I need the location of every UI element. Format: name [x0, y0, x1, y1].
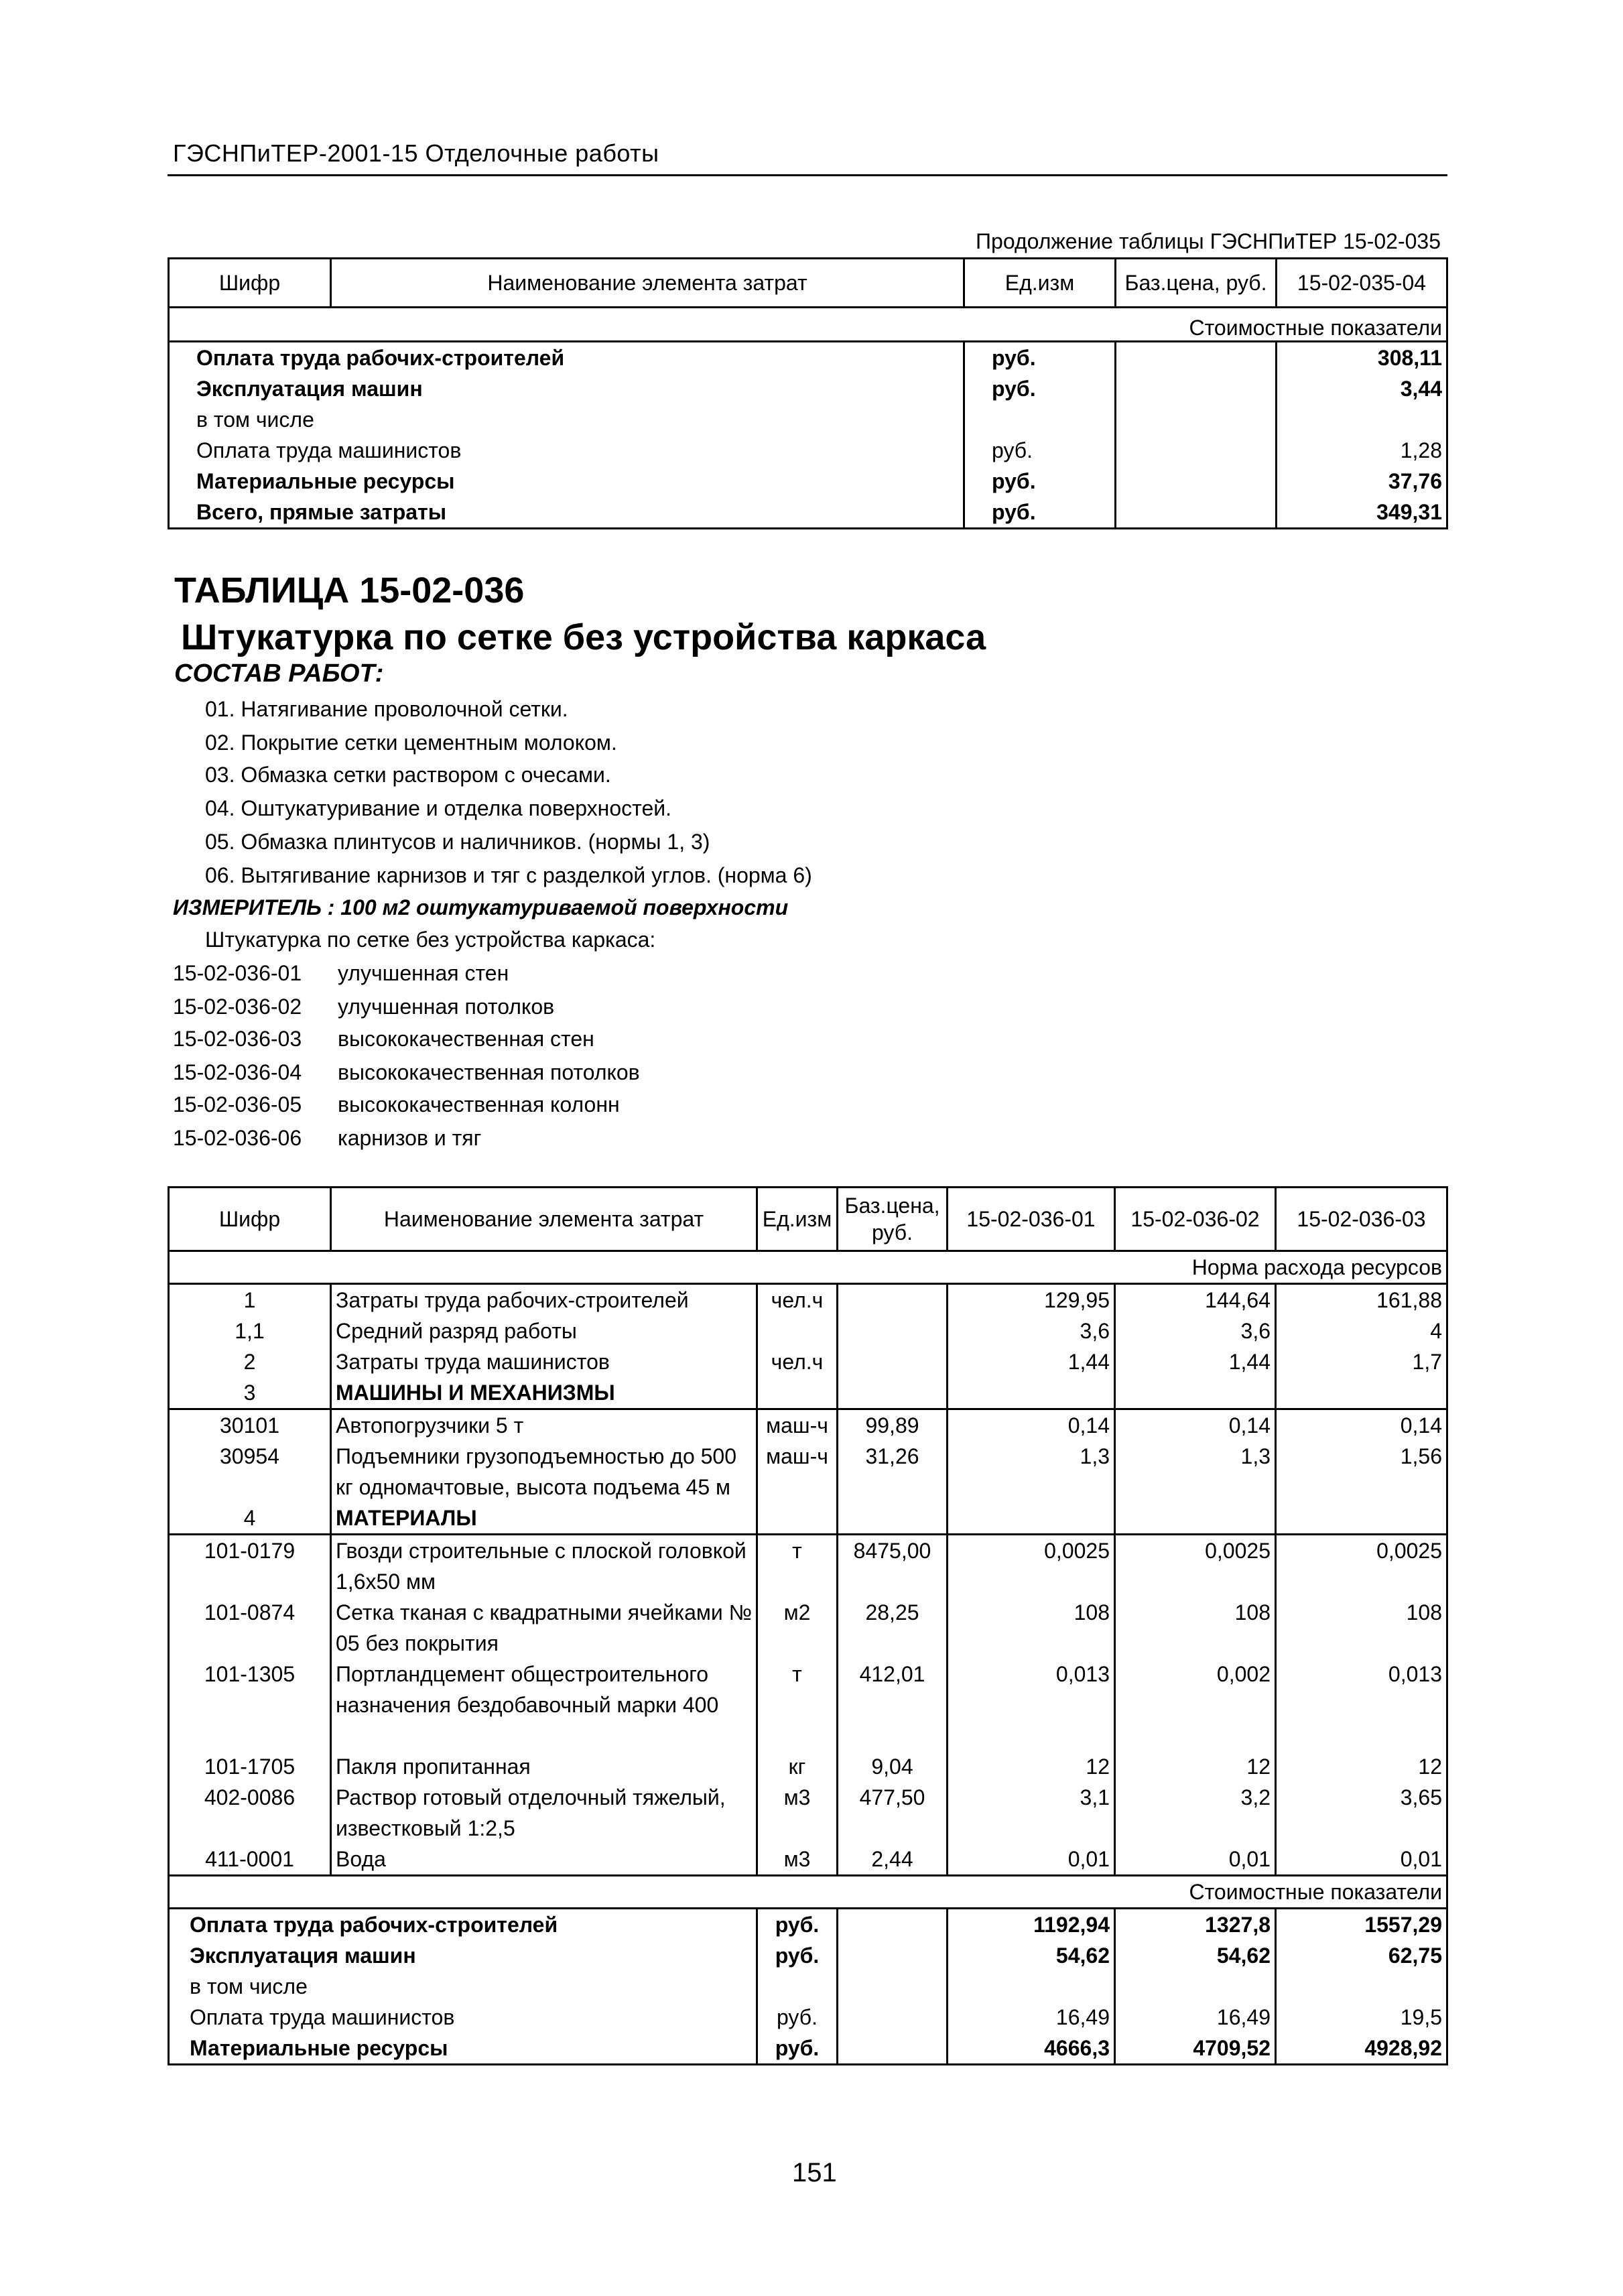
table-row — [169, 1346, 1447, 1377]
cost-table-15-02-035 — [168, 257, 1448, 529]
row-value-01 — [948, 1971, 1115, 2002]
row-code: 30954 — [169, 1441, 331, 1503]
row-value-01: 16,49 — [948, 2002, 1115, 2033]
row-value-01: 108 — [948, 1597, 1115, 1659]
row-value-03: 0,14 — [1276, 1409, 1447, 1442]
header-name: Наименование элемента затрат — [331, 1188, 757, 1251]
row-value-01: 1192,94 — [948, 1909, 1115, 1941]
row-value-01: 54,62 — [948, 1940, 1115, 1971]
code-description: высококачественная стен — [338, 1027, 594, 1051]
row-unit: руб. — [964, 435, 1116, 466]
row-name: Оплата труда машинистов — [169, 2002, 757, 2033]
row-name-line: Сетка тканая с квадратными ячейками № — [336, 1600, 752, 1624]
row-name — [331, 1346, 757, 1377]
header-name: Наименование элемента затрат — [331, 259, 964, 308]
row-name: Эксплуатация машин — [169, 1940, 757, 1971]
work-item: 03. Обмазка сетки раствором с очесами. — [205, 763, 611, 787]
row-price: 477,50 — [838, 1782, 948, 1844]
row-unit — [757, 1377, 838, 1409]
row-name-line: Подъемники грузоподъемностью до 500 — [336, 1444, 737, 1468]
code-item: 15-02-036-05 — [173, 1092, 302, 1117]
row-price — [838, 1940, 948, 1971]
row-code: 101-0874 — [169, 1597, 331, 1659]
row-price — [838, 1503, 948, 1535]
code-description: карнизов и тяг — [338, 1126, 482, 1150]
table-row — [169, 2033, 1447, 2065]
code-description: высококачественная потолков — [338, 1060, 640, 1084]
row-value-01: 3,6 — [948, 1316, 1115, 1346]
row-name: Оплата труда машинистов — [169, 435, 964, 466]
row-price — [838, 1346, 948, 1377]
header-unit: Ед.изм — [964, 259, 1116, 308]
row-value-03: 4 — [1276, 1316, 1447, 1346]
row-value-03: 1557,29 — [1276, 1909, 1447, 1941]
header-rule — [168, 174, 1447, 176]
row-price: 9,04 — [838, 1751, 948, 1782]
row-name: Эксплуатация машин — [169, 373, 964, 404]
row-name-line: кг одномачтовые, высота подъема 45 м — [336, 1475, 731, 1499]
work-item: 05. Обмазка плинтусов и наличников. (нормы 1, 3) — [205, 830, 710, 854]
table-row — [169, 1409, 1447, 1442]
row-unit: маш-ч — [757, 1441, 838, 1503]
code-item: 15-02-036-06 — [173, 1126, 302, 1150]
row-code: 1 — [169, 1284, 331, 1316]
row-value-03 — [1276, 1377, 1447, 1409]
row-name: Оплата труда рабочих-строителей — [169, 342, 964, 374]
header-norm-01: 15-02-036-01 — [948, 1188, 1115, 1251]
table-continuation-note: Продолжение таблицы ГЭСНПиТЕР 15-02-035 — [976, 229, 1441, 253]
row-unit: руб. — [757, 2002, 838, 2033]
row-name — [331, 1377, 757, 1409]
code-description: высококачественная колонн — [338, 1092, 620, 1117]
row-name — [331, 1316, 757, 1346]
row-value-02: 1,44 — [1115, 1346, 1276, 1377]
code-description: улучшенная потолков — [338, 995, 555, 1019]
row-value: 3,44 — [1277, 373, 1447, 404]
resource-table-15-02-036 — [168, 1186, 1448, 2065]
sostav-label: СОСТАВ РАБОТ: — [174, 659, 384, 688]
row-value-03: 0,01 — [1276, 1844, 1447, 1876]
resource-rows — [169, 1284, 1447, 1876]
row-name: Всего, прямые затраты — [169, 497, 964, 529]
row-value-01: 4666,3 — [948, 2033, 1115, 2065]
row-price — [838, 1909, 948, 1941]
row-name: Материальные ресурсы — [169, 2033, 757, 2065]
row-price: 412,01 — [838, 1659, 948, 1751]
row-value-02: 16,49 — [1115, 2002, 1276, 2033]
row-value-03: 19,5 — [1276, 2002, 1447, 2033]
row-unit: м3 — [757, 1844, 838, 1876]
row-unit: чел.ч — [757, 1346, 838, 1377]
row-value-03: 3,65 — [1276, 1782, 1447, 1844]
measurement-unit: ИЗМЕРИТЕЛЬ : 100 м2 оштукатуриваемой поверхности — [173, 895, 789, 919]
table-row — [169, 1659, 1447, 1751]
row-unit: руб. — [757, 2033, 838, 2065]
cost-rows — [169, 1909, 1447, 2065]
row-unit: маш-ч — [757, 1409, 838, 1442]
row-value-01: 3,1 — [948, 1782, 1115, 1844]
header-norm-02: 15-02-036-02 — [1115, 1188, 1276, 1251]
row-value: 1,28 — [1277, 435, 1447, 466]
row-value-02: 4709,52 — [1115, 2033, 1276, 2065]
row-price: 8475,00 — [838, 1535, 948, 1598]
table-row — [169, 1940, 1447, 1971]
section-cost-indicators: Стоимостные показатели — [169, 308, 1447, 342]
row-unit: руб. — [757, 1909, 838, 1941]
row-code: 101-1705 — [169, 1751, 331, 1782]
row-name-line: Средний разряд работы — [336, 1319, 577, 1343]
row-name — [331, 1659, 757, 1751]
section-norm: Норма расхода ресурсов — [169, 1251, 1447, 1284]
row-value-02: 144,64 — [1115, 1284, 1276, 1316]
page-number: 151 — [792, 2158, 837, 2187]
row-unit: т — [757, 1659, 838, 1751]
table-row — [169, 497, 1447, 529]
code-item: 15-02-036-01 — [173, 961, 302, 985]
row-value: 37,76 — [1277, 466, 1447, 497]
row-value-01 — [948, 1377, 1115, 1409]
row-value-03: 1,56 — [1276, 1441, 1447, 1503]
row-value-02: 1,3 — [1115, 1441, 1276, 1503]
row-name — [331, 1284, 757, 1316]
table-row — [169, 1535, 1447, 1598]
row-value-02: 0,14 — [1115, 1409, 1276, 1442]
table-row — [169, 1441, 1447, 1503]
row-unit: м3 — [757, 1782, 838, 1844]
row-name-line: Портландцемент общестроительного — [336, 1662, 709, 1686]
row-name-line: известковый 1:2,5 — [336, 1816, 515, 1840]
table-row — [169, 1971, 1447, 2002]
table-row — [169, 1316, 1447, 1346]
row-name-line: МАТЕРИАЛЫ — [336, 1506, 477, 1530]
work-item: 06. Вытягивание карнизов и тяг с разделкой углов. (норма 6) — [205, 863, 812, 887]
table-row — [169, 466, 1447, 497]
row-name-line: 1,6х50 мм — [336, 1570, 436, 1594]
row-value-02: 0,0025 — [1115, 1535, 1276, 1598]
row-value-01 — [948, 1503, 1115, 1535]
row-name-line: Пакля пропитанная — [336, 1755, 531, 1779]
page-header: ГЭСНПиТЕР-2001-15 Отделочные работы — [173, 139, 659, 167]
row-code: 2 — [169, 1346, 331, 1377]
row-value-03: 161,88 — [1276, 1284, 1447, 1316]
row-name-line: Раствор готовый отделочный тяжелый, — [336, 1785, 726, 1809]
row-unit: руб. — [964, 466, 1116, 497]
row-unit: т — [757, 1535, 838, 1598]
row-name — [331, 1441, 757, 1503]
table-row — [169, 404, 1447, 435]
row-name — [331, 1844, 757, 1876]
row-value-03: 0,013 — [1276, 1659, 1447, 1751]
work-item: 04. Оштукатуривание и отделка поверхностей. — [205, 796, 671, 820]
table-row — [169, 1782, 1447, 1844]
row-code: 101-0179 — [169, 1535, 331, 1598]
row-value-03 — [1276, 1971, 1447, 2002]
row-value: 308,11 — [1277, 342, 1447, 374]
header-unit: Ед.изм — [757, 1188, 838, 1251]
work-item: 02. Покрытие сетки цементным молоком. — [205, 730, 617, 755]
row-price — [838, 2033, 948, 2065]
row-value-01: 129,95 — [948, 1284, 1115, 1316]
row-name-line: Затраты труда машинистов — [336, 1350, 610, 1374]
row-unit: руб. — [757, 1940, 838, 1971]
header-price: Баз.цена, руб. — [1116, 259, 1277, 308]
table-row — [169, 1844, 1447, 1876]
header-norm-03: 15-02-036-03 — [1276, 1188, 1447, 1251]
row-price — [838, 1316, 948, 1346]
row-price: 31,26 — [838, 1441, 948, 1503]
row-name — [331, 1535, 757, 1598]
row-name — [331, 1782, 757, 1844]
row-price — [838, 2002, 948, 2033]
table-row — [169, 1503, 1447, 1535]
row-value-01: 0,013 — [948, 1659, 1115, 1751]
table-row — [169, 2002, 1447, 2033]
row-name: Оплата труда рабочих-строителей — [169, 1909, 757, 1941]
row-value-01: 1,3 — [948, 1441, 1115, 1503]
work-item: 01. Натягивание проволочной сетки. — [205, 697, 568, 721]
code-item: 15-02-036-02 — [173, 995, 302, 1019]
table-row — [169, 1597, 1447, 1659]
table-row — [169, 435, 1447, 466]
row-value-01: 0,0025 — [948, 1535, 1115, 1598]
row-name: в том числе — [169, 1971, 757, 2002]
row-name-line: МАШИНЫ И МЕХАНИЗМЫ — [336, 1381, 615, 1405]
row-value-02: 108 — [1115, 1597, 1276, 1659]
row-name: Материальные ресурсы — [169, 466, 964, 497]
row-name: в том числе — [169, 404, 964, 435]
section-cost-indicators: Стоимостные показатели — [169, 1876, 1447, 1909]
row-name — [331, 1597, 757, 1659]
row-unit: руб. — [964, 373, 1116, 404]
row-price — [838, 1377, 948, 1409]
row-value-03: 62,75 — [1276, 1940, 1447, 1971]
row-name-line: 05 без покрытия — [336, 1631, 499, 1655]
row-price — [838, 1284, 948, 1316]
row-value-03: 1,7 — [1276, 1346, 1447, 1377]
row-code: 3 — [169, 1377, 331, 1409]
row-price: 28,25 — [838, 1597, 948, 1659]
table-row — [169, 1751, 1447, 1782]
table-title: ТАБЛИЦА 15-02-036 — [174, 570, 525, 611]
row-name-line: Затраты труда рабочих-строителей — [336, 1288, 689, 1312]
row-value-02 — [1115, 1503, 1276, 1535]
row-value-02 — [1115, 1971, 1276, 2002]
row-unit: чел.ч — [757, 1284, 838, 1316]
row-value-02: 3,2 — [1115, 1782, 1276, 1844]
row-value-02: 54,62 — [1115, 1940, 1276, 1971]
row-code: 101-1305 — [169, 1659, 331, 1751]
row-unit — [757, 1316, 838, 1346]
table-subtitle: Штукатурка по сетке без устройства каркаса — [181, 617, 986, 657]
row-price: 99,89 — [838, 1409, 948, 1442]
code-item: 15-02-036-04 — [173, 1060, 302, 1084]
row-code: 30101 — [169, 1409, 331, 1442]
row-value-02: 3,6 — [1115, 1316, 1276, 1346]
row-value: 349,31 — [1277, 497, 1447, 529]
row-value-03: 0,0025 — [1276, 1535, 1447, 1598]
row-price — [838, 1971, 948, 2002]
table-row — [169, 342, 1447, 374]
row-value-02: 1327,8 — [1115, 1909, 1276, 1941]
row-value-01: 0,14 — [948, 1409, 1115, 1442]
row-unit — [757, 1971, 838, 2002]
row-name — [331, 1751, 757, 1782]
row-value-01: 1,44 — [948, 1346, 1115, 1377]
header-code: Шифр — [169, 1188, 331, 1251]
row-code: 402-0086 — [169, 1782, 331, 1844]
row-name-line: Автопогрузчики 5 т — [336, 1413, 524, 1438]
row-unit: руб. — [964, 497, 1116, 529]
row-name-line: Гвозди строительные с плоской головкой — [336, 1539, 746, 1563]
row-price: 2,44 — [838, 1844, 948, 1876]
row-name — [331, 1409, 757, 1442]
row-value-02 — [1115, 1377, 1276, 1409]
row-unit: руб. — [964, 342, 1116, 374]
row-name-line: Вода — [336, 1847, 386, 1871]
header-code: Шифр — [169, 259, 331, 308]
code-description: улучшенная стен — [338, 961, 509, 985]
row-name — [331, 1503, 757, 1535]
row-unit — [757, 1503, 838, 1535]
row-value-01: 12 — [948, 1751, 1115, 1782]
code-item: 15-02-036-03 — [173, 1027, 302, 1051]
row-unit: кг — [757, 1751, 838, 1782]
table-row — [169, 1284, 1447, 1316]
row-value-03: 4928,92 — [1276, 2033, 1447, 2065]
row-unit — [964, 404, 1116, 435]
row-unit: м2 — [757, 1597, 838, 1659]
list-intro: Штукатурка по сетке без устройства каркаса: — [205, 928, 656, 952]
row-code: 411-0001 — [169, 1844, 331, 1876]
row-value-03: 108 — [1276, 1597, 1447, 1659]
row-value-02: 0,01 — [1115, 1844, 1276, 1876]
header-price: Баз.цена, руб. — [838, 1188, 948, 1251]
row-value-02: 12 — [1115, 1751, 1276, 1782]
table-row — [169, 373, 1447, 404]
table-row — [169, 1377, 1447, 1409]
row-value-03 — [1276, 1503, 1447, 1535]
row-name-line: назначения бездобавочный марки 400 — [336, 1693, 719, 1717]
row-code: 1,1 — [169, 1316, 331, 1346]
row-code: 4 — [169, 1503, 331, 1535]
table-row — [169, 1909, 1447, 1941]
header-norm-code: 15-02-035-04 — [1277, 259, 1447, 308]
row-value-03: 12 — [1276, 1751, 1447, 1782]
row-value-01: 0,01 — [948, 1844, 1115, 1876]
row-value — [1277, 404, 1447, 435]
row-value-02: 0,002 — [1115, 1659, 1276, 1751]
